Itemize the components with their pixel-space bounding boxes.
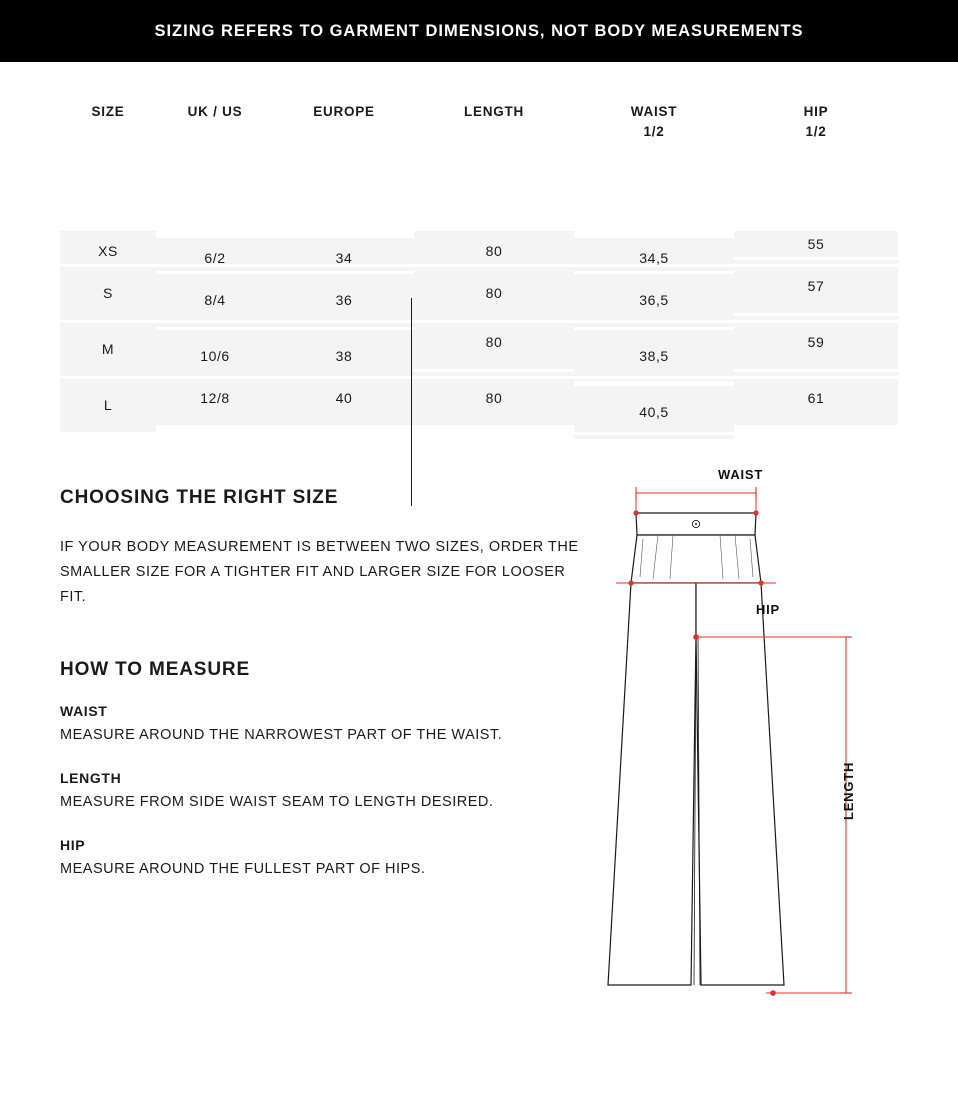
cell-size: XS: [98, 242, 118, 259]
column-header-europe: EUROPE: [313, 104, 375, 119]
top-banner: [0, 0, 958, 62]
column-header-waist: WAIST 1/2: [630, 104, 678, 139]
cell-size: L: [103, 397, 113, 414]
table-row: [60, 265, 898, 321]
cell-length: 80: [485, 285, 503, 302]
table-vertical-divider: [411, 298, 412, 506]
cell-waist: 40,5: [639, 404, 669, 421]
table-header-row: [60, 102, 898, 209]
cell-hip: 57: [807, 278, 825, 295]
choosing-size-title: CHOOSING THE RIGHT SIZE: [60, 486, 339, 508]
trousers-illustration-svg: [598, 465, 898, 1035]
size-table-head: [60, 102, 898, 209]
cell-waist: 36,5: [639, 292, 669, 309]
cell-ukus: 6/2: [204, 249, 226, 266]
banner-text: SIZING REFERS TO GARMENT DIMENSIONS, NOT BODY MEASUREMENTS: [154, 21, 804, 40]
cell-hip: 59: [807, 334, 825, 351]
cell-hip: 55: [807, 235, 825, 252]
cell-europe: 34: [335, 249, 353, 266]
cell-size: M: [101, 341, 115, 358]
measure-item-waist: [60, 703, 580, 748]
cell-hip: 61: [807, 390, 825, 407]
lower-section: [0, 435, 958, 1035]
column-header-size: SIZE: [91, 104, 125, 119]
measure-label-waist: WAIST: [60, 703, 108, 720]
size-table: [60, 102, 898, 435]
how-to-measure-title: HOW TO MEASURE: [60, 659, 251, 681]
cell-length: 80: [485, 242, 503, 259]
choosing-size-body: IF YOUR BODY MEASUREMENT IS BETWEEN TWO SIZES, ORDER THE SMALLER SIZE FOR A TIGHTER FIT AND LARGER SIZE FOR LOOSER FIT.: [60, 538, 579, 605]
size-table-container: [0, 62, 958, 435]
diagram-length-label: LENGTH: [841, 761, 856, 820]
measure-desc-waist: MEASURE AROUND THE NARROWEST PART OF THE WAIST.: [60, 727, 503, 744]
trousers-outline: [608, 513, 784, 985]
cell-europe: 38: [335, 348, 353, 365]
diagram-waist-label: WAIST: [718, 466, 764, 482]
measure-desc-length: MEASURE FROM SIDE WAIST SEAM TO LENGTH DESIRED.: [60, 794, 494, 811]
measure-item-length: [60, 770, 580, 815]
cell-europe: 40: [335, 390, 353, 407]
garment-diagram: [598, 465, 898, 1035]
measure-item-hip: [60, 837, 580, 882]
instructions-column: [60, 465, 580, 1035]
cell-waist: 34,5: [639, 249, 669, 266]
cell-size: S: [103, 285, 113, 302]
diagram-hip-label: HIP: [756, 601, 781, 617]
column-header-ukus: UK / US: [187, 104, 243, 119]
size-table-body: [60, 209, 898, 433]
measure-label-hip: HIP: [60, 837, 86, 854]
cell-length: 80: [485, 390, 503, 407]
cell-europe: 36: [335, 292, 353, 309]
cell-ukus: 10/6: [200, 348, 230, 365]
cell-ukus: 12/8: [200, 390, 230, 407]
column-header-hip: HIP 1/2: [803, 104, 829, 139]
table-row: [60, 209, 898, 265]
measure-desc-hip: MEASURE AROUND THE FULLEST PART OF HIPS.: [60, 861, 426, 878]
measure-label-length: LENGTH: [60, 770, 122, 787]
cell-waist: 38,5: [639, 348, 669, 365]
column-header-length: LENGTH: [464, 104, 524, 119]
cell-length: 80: [485, 334, 503, 351]
cell-ukus: 8/4: [204, 292, 226, 309]
table-row: [60, 377, 898, 433]
table-row: [60, 321, 898, 377]
